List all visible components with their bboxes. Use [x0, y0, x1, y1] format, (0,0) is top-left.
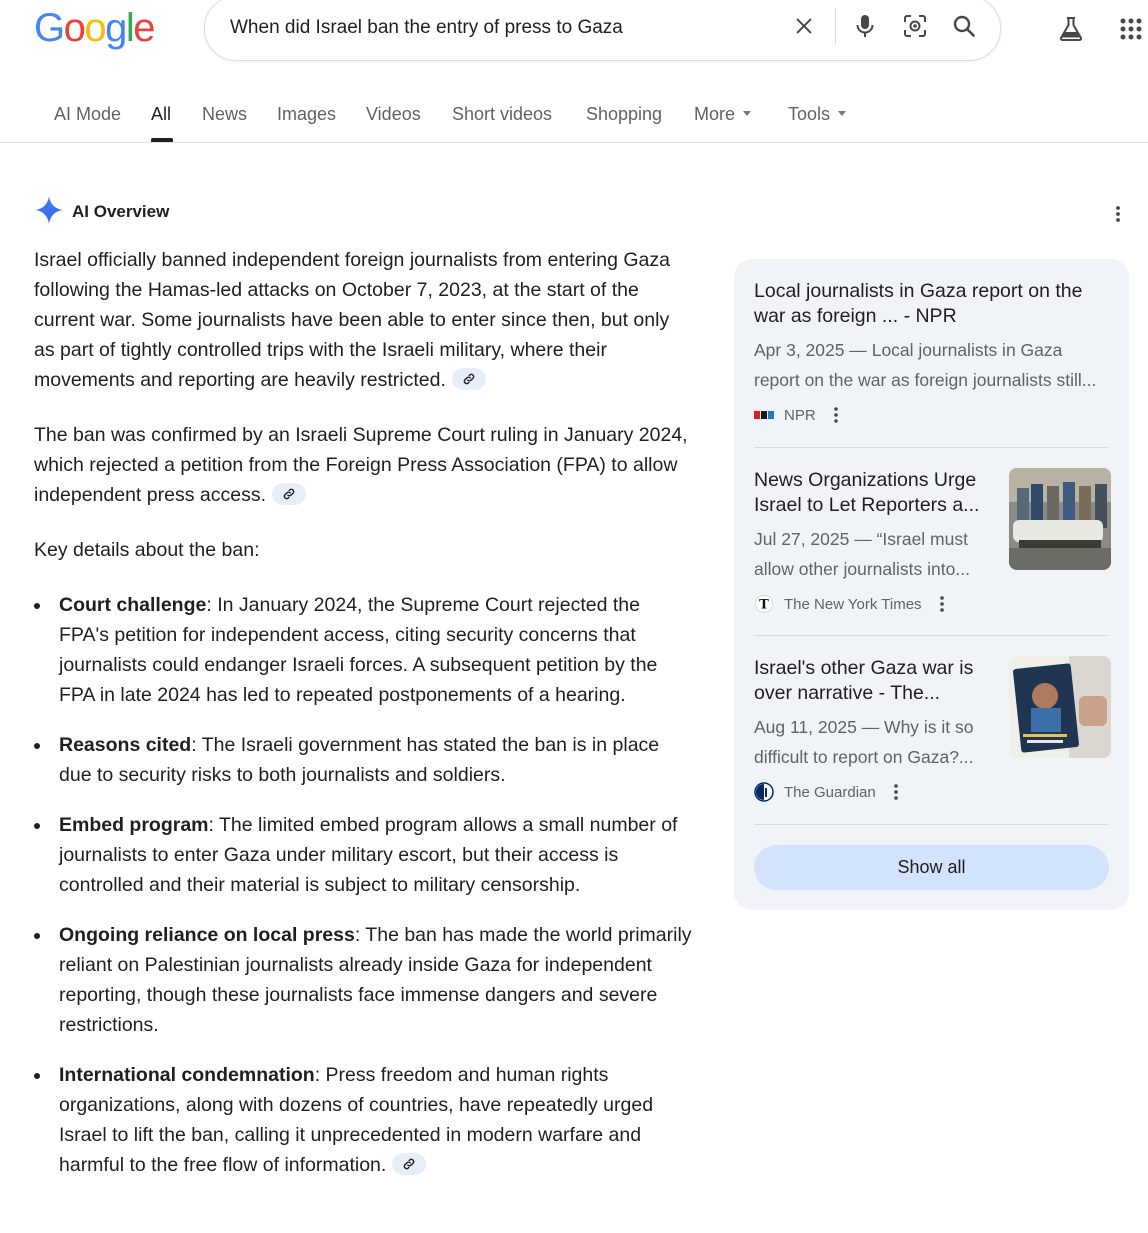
bullet-heading: Embed program	[59, 814, 209, 836]
source-name: NPR	[784, 406, 816, 424]
tab-all[interactable]: All	[151, 104, 172, 124]
clear-icon[interactable]	[789, 11, 819, 41]
source-attribution	[754, 593, 1109, 615]
logo-letter: l	[125, 6, 134, 50]
ai-overview-body	[34, 245, 694, 1200]
bullet-text: : The limited embed program allows a small number of journalists to enter Gaza under military escort, but their access is controlled and their material is subject to military censorship.	[59, 814, 678, 896]
overview-paragraph: Key details about the ban:	[34, 539, 260, 561]
list-item	[34, 810, 694, 900]
search-divider	[835, 8, 836, 45]
ai-overview-title: AI Overview	[72, 202, 170, 221]
ai-overview-header	[34, 197, 169, 227]
bullet-heading: Court challenge	[59, 594, 207, 616]
logo-letter: e	[133, 6, 155, 50]
active-tab-indicator	[151, 138, 173, 142]
gemini-sparkle-icon	[34, 195, 64, 230]
logo-letter: o	[63, 6, 85, 50]
microphone-icon[interactable]	[850, 11, 880, 41]
more-options-icon[interactable]	[1108, 202, 1128, 226]
tab-videos[interactable]: Videos	[366, 104, 421, 124]
source-card[interactable]	[754, 468, 1109, 615]
news-thumbnail-image[interactable]	[1009, 656, 1111, 758]
citation-link-icon[interactable]	[452, 368, 486, 390]
search-input[interactable]: When did Israel ban the entry of press to Gaza	[230, 17, 623, 38]
apps-grid-icon[interactable]	[1115, 13, 1147, 45]
citation-link-icon[interactable]	[272, 483, 306, 505]
divider	[754, 824, 1109, 825]
guardian-logo-icon	[754, 782, 774, 802]
divider	[754, 635, 1109, 636]
key-details-list	[34, 590, 694, 1180]
show-all-button[interactable]: Show all	[754, 845, 1109, 890]
source-attribution	[754, 404, 1109, 426]
lens-camera-icon[interactable]	[900, 11, 930, 41]
nyt-logo-icon	[754, 594, 774, 614]
chevron-down-icon	[743, 111, 751, 116]
citation-link-icon[interactable]	[392, 1153, 426, 1175]
source-name: The New York Times	[784, 595, 922, 613]
svg-text:T: T	[759, 597, 769, 613]
npr-logo-icon	[754, 405, 774, 425]
divider	[754, 447, 1109, 448]
bullet-heading: International condemnation	[59, 1064, 315, 1086]
source-snippet: Aug 11, 2025 — Why is it so difficult to report on Gaza?...	[754, 717, 974, 767]
overview-paragraph	[34, 245, 694, 395]
source-title[interactable]: Local journalists in Gaza report on the war as foreign ... - NPR	[754, 280, 1083, 327]
source-card[interactable]	[754, 279, 1109, 426]
tab-more[interactable]	[694, 104, 751, 125]
google-logo[interactable]	[34, 8, 154, 48]
source-snippet: Jul 27, 2025 — “Israel must allow other journalists into...	[754, 529, 970, 579]
logo-letter: o	[84, 6, 106, 50]
search-icon[interactable]	[949, 11, 979, 41]
more-options-icon[interactable]	[830, 405, 842, 425]
tab-ai-mode[interactable]: AI Mode	[54, 104, 122, 124]
list-item	[34, 590, 694, 710]
tab-shopping[interactable]: Shopping	[586, 104, 663, 124]
overview-paragraph	[34, 420, 694, 510]
list-item	[34, 920, 694, 1040]
more-options-icon[interactable]	[936, 594, 948, 614]
search-box[interactable]	[204, 0, 1001, 61]
logo-letter: g	[105, 6, 126, 50]
bullet-heading: Reasons cited	[59, 734, 192, 756]
tab-images[interactable]: Images	[277, 104, 337, 124]
source-attribution	[754, 781, 1109, 803]
tab-tools-label: Tools	[788, 104, 831, 124]
tab-tools[interactable]	[788, 104, 846, 125]
labs-flask-icon[interactable]	[1055, 13, 1087, 45]
bullet-heading: Ongoing reliance on local press	[59, 924, 355, 946]
tab-more-label: More	[694, 104, 736, 124]
source-snippet: Apr 3, 2025 — Local journalists in Gaza report on the war as foreign journalists still...	[754, 340, 1097, 390]
logo-letter: G	[34, 6, 64, 50]
news-thumbnail-image[interactable]	[1009, 468, 1111, 570]
source-title[interactable]: News Organizations Urge Israel to Let Reporters a...	[754, 469, 980, 516]
bullet-text: : Press freedom and human rights organizations, along with dozens of countries, have repeatedly urged Israel to lift the ban, calling it unprecedented in modern warfare and harmful to the free flow of information.	[59, 1064, 654, 1176]
chevron-down-icon	[838, 111, 846, 116]
tab-news[interactable]: News	[202, 104, 248, 124]
more-options-icon[interactable]	[890, 782, 902, 802]
bullet-text: : The Israeli government has stated the ban is in place due to security risks to both journalists and soldiers.	[59, 734, 660, 786]
paragraph-text: Israel officially banned independent foreign journalists from entering Gaza following the Hamas-led attacks on October 7, 2023, at the start of the current war. Some journalists have been able to enter since then, but only as part of tightly controlled trips with the Israeli military, where their movements and reporting are heavily restricted.	[34, 249, 670, 391]
tab-short-videos[interactable]: Short videos	[452, 104, 553, 124]
paragraph-text: The ban was confirmed by an Israeli Supreme Court ruling in January 2024, which rejected a petition from the Foreign Press Association (FPA) to allow independent press access.	[34, 424, 688, 506]
search-tabs	[0, 96, 1148, 143]
bullet-text: : The ban has made the world primarily reliant on Palestinian journalists already inside Gaza for independent reporting, though these journalists face immense dangers and severe restrictions.	[59, 924, 692, 1036]
sources-panel	[734, 259, 1129, 910]
list-item	[34, 730, 694, 790]
source-card[interactable]	[754, 656, 1109, 803]
source-name: The Guardian	[784, 783, 876, 801]
source-title[interactable]: Israel's other Gaza war is over narrative - The...	[754, 657, 974, 704]
bullet-text: : In January 2024, the Supreme Court rejected the FPA's petition for independent access, citing security concerns that journalists could endanger Israeli forces. A subsequent petition by the FPA in late 2024 has led to repeated postponements of a hearing.	[59, 594, 658, 706]
list-item	[34, 1060, 694, 1180]
